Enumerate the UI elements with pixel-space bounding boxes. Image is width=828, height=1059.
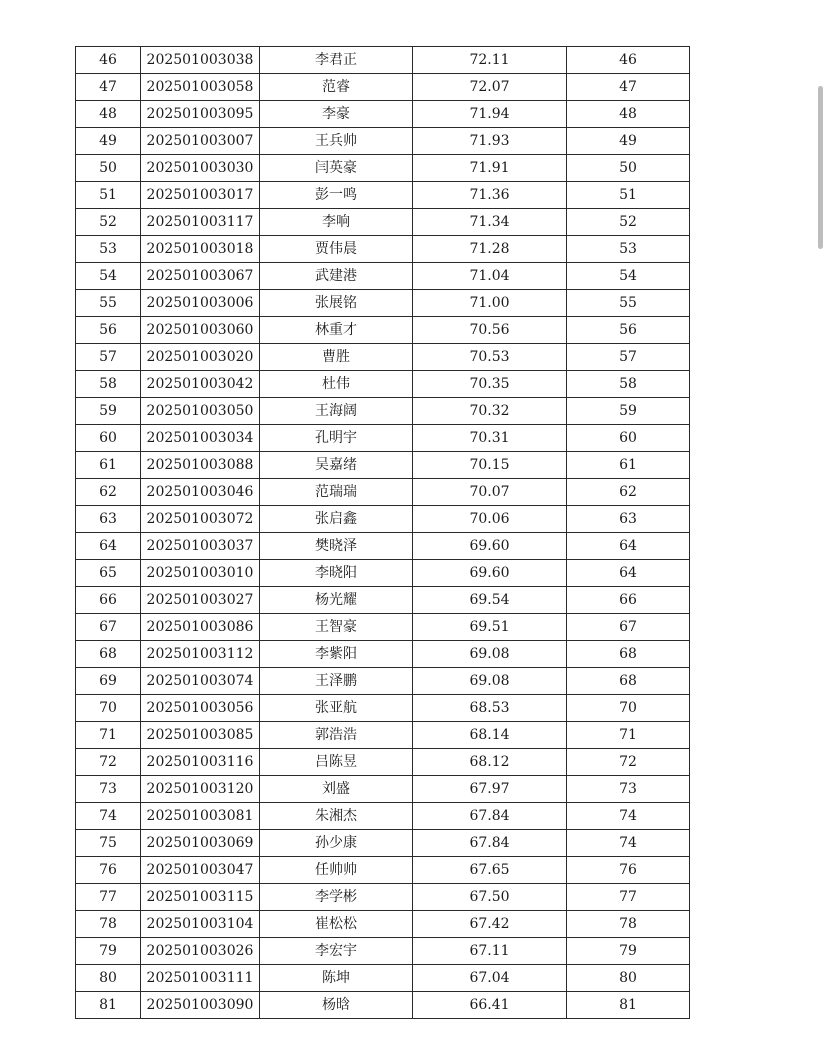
table-row bbox=[76, 749, 690, 776]
cell-rank: 52 bbox=[567, 209, 690, 236]
cell-rank: 51 bbox=[567, 182, 690, 209]
cell-serial-number: 78 bbox=[76, 911, 141, 938]
cell-exam-id: 202501003067 bbox=[141, 263, 260, 290]
cell-score: 71.36 bbox=[413, 182, 567, 209]
cell-name: 孙少康 bbox=[260, 830, 413, 857]
cell-exam-id: 202501003007 bbox=[141, 128, 260, 155]
cell-exam-id: 202501003034 bbox=[141, 425, 260, 452]
cell-exam-id: 202501003027 bbox=[141, 587, 260, 614]
cell-exam-id: 202501003037 bbox=[141, 533, 260, 560]
table-row bbox=[76, 830, 690, 857]
cell-score: 71.28 bbox=[413, 236, 567, 263]
cell-score: 69.08 bbox=[413, 668, 567, 695]
cell-serial-number: 62 bbox=[76, 479, 141, 506]
cell-rank: 71 bbox=[567, 722, 690, 749]
table-row bbox=[76, 668, 690, 695]
cell-name: 王海阔 bbox=[260, 398, 413, 425]
cell-serial-number: 73 bbox=[76, 776, 141, 803]
cell-score: 72.07 bbox=[413, 74, 567, 101]
table-row bbox=[76, 884, 690, 911]
cell-rank: 59 bbox=[567, 398, 690, 425]
cell-score: 70.56 bbox=[413, 317, 567, 344]
cell-serial-number: 56 bbox=[76, 317, 141, 344]
cell-serial-number: 50 bbox=[76, 155, 141, 182]
cell-score: 72.11 bbox=[413, 47, 567, 74]
cell-name: 陈坤 bbox=[260, 965, 413, 992]
cell-exam-id: 202501003058 bbox=[141, 74, 260, 101]
cell-score: 71.04 bbox=[413, 263, 567, 290]
cell-exam-id: 202501003030 bbox=[141, 155, 260, 182]
cell-exam-id: 202501003017 bbox=[141, 182, 260, 209]
cell-score: 69.54 bbox=[413, 587, 567, 614]
cell-name: 王兵帅 bbox=[260, 128, 413, 155]
cell-serial-number: 81 bbox=[76, 992, 141, 1019]
cell-serial-number: 69 bbox=[76, 668, 141, 695]
cell-exam-id: 202501003010 bbox=[141, 560, 260, 587]
cell-exam-id: 202501003115 bbox=[141, 884, 260, 911]
cell-score: 71.00 bbox=[413, 290, 567, 317]
cell-score: 70.06 bbox=[413, 506, 567, 533]
table-row bbox=[76, 344, 690, 371]
cell-exam-id: 202501003047 bbox=[141, 857, 260, 884]
cell-serial-number: 52 bbox=[76, 209, 141, 236]
table-row bbox=[76, 155, 690, 182]
cell-rank: 50 bbox=[567, 155, 690, 182]
cell-name: 杨晗 bbox=[260, 992, 413, 1019]
cell-name: 张展铭 bbox=[260, 290, 413, 317]
table-row bbox=[76, 614, 690, 641]
table-row bbox=[76, 209, 690, 236]
cell-rank: 58 bbox=[567, 371, 690, 398]
cell-exam-id: 202501003072 bbox=[141, 506, 260, 533]
cell-rank: 79 bbox=[567, 938, 690, 965]
cell-score: 71.93 bbox=[413, 128, 567, 155]
table-row bbox=[76, 263, 690, 290]
table-row bbox=[76, 101, 690, 128]
cell-score: 67.84 bbox=[413, 830, 567, 857]
cell-serial-number: 68 bbox=[76, 641, 141, 668]
cell-score: 70.53 bbox=[413, 344, 567, 371]
table-row bbox=[76, 128, 690, 155]
table-row bbox=[76, 857, 690, 884]
cell-serial-number: 51 bbox=[76, 182, 141, 209]
cell-score: 68.12 bbox=[413, 749, 567, 776]
cell-exam-id: 202501003090 bbox=[141, 992, 260, 1019]
cell-serial-number: 60 bbox=[76, 425, 141, 452]
cell-serial-number: 70 bbox=[76, 695, 141, 722]
cell-rank: 60 bbox=[567, 425, 690, 452]
cell-name: 闫英豪 bbox=[260, 155, 413, 182]
scrollbar-thumb[interactable] bbox=[818, 86, 823, 249]
cell-name: 樊晓泽 bbox=[260, 533, 413, 560]
table-row bbox=[76, 506, 690, 533]
cell-exam-id: 202501003060 bbox=[141, 317, 260, 344]
cell-exam-id: 202501003095 bbox=[141, 101, 260, 128]
cell-rank: 62 bbox=[567, 479, 690, 506]
cell-score: 71.91 bbox=[413, 155, 567, 182]
cell-serial-number: 63 bbox=[76, 506, 141, 533]
cell-serial-number: 75 bbox=[76, 830, 141, 857]
cell-score: 69.60 bbox=[413, 533, 567, 560]
cell-name: 吴嘉绪 bbox=[260, 452, 413, 479]
table-row bbox=[76, 938, 690, 965]
cell-rank: 63 bbox=[567, 506, 690, 533]
cell-name: 王智豪 bbox=[260, 614, 413, 641]
cell-name: 王泽鹏 bbox=[260, 668, 413, 695]
cell-rank: 68 bbox=[567, 668, 690, 695]
cell-exam-id: 202501003069 bbox=[141, 830, 260, 857]
cell-rank: 76 bbox=[567, 857, 690, 884]
cell-exam-id: 202501003116 bbox=[141, 749, 260, 776]
cell-serial-number: 58 bbox=[76, 371, 141, 398]
cell-rank: 73 bbox=[567, 776, 690, 803]
cell-serial-number: 47 bbox=[76, 74, 141, 101]
table-row bbox=[76, 641, 690, 668]
cell-exam-id: 202501003056 bbox=[141, 695, 260, 722]
cell-serial-number: 64 bbox=[76, 533, 141, 560]
cell-rank: 80 bbox=[567, 965, 690, 992]
table-row bbox=[76, 560, 690, 587]
cell-name: 任帅帅 bbox=[260, 857, 413, 884]
cell-name: 杨光耀 bbox=[260, 587, 413, 614]
cell-name: 林重才 bbox=[260, 317, 413, 344]
cell-name: 武建港 bbox=[260, 263, 413, 290]
cell-score: 71.34 bbox=[413, 209, 567, 236]
table-row bbox=[76, 74, 690, 101]
table-row bbox=[76, 992, 690, 1019]
cell-serial-number: 71 bbox=[76, 722, 141, 749]
cell-score: 68.14 bbox=[413, 722, 567, 749]
cell-rank: 56 bbox=[567, 317, 690, 344]
table-row bbox=[76, 398, 690, 425]
cell-serial-number: 59 bbox=[76, 398, 141, 425]
table-row bbox=[76, 803, 690, 830]
cell-score: 69.60 bbox=[413, 560, 567, 587]
cell-exam-id: 202501003081 bbox=[141, 803, 260, 830]
cell-exam-id: 202501003088 bbox=[141, 452, 260, 479]
cell-score: 67.04 bbox=[413, 965, 567, 992]
table-row bbox=[76, 371, 690, 398]
cell-exam-id: 202501003112 bbox=[141, 641, 260, 668]
cell-serial-number: 76 bbox=[76, 857, 141, 884]
cell-name: 杜伟 bbox=[260, 371, 413, 398]
cell-rank: 81 bbox=[567, 992, 690, 1019]
cell-exam-id: 202501003111 bbox=[141, 965, 260, 992]
cell-name: 李宏宇 bbox=[260, 938, 413, 965]
cell-score: 69.08 bbox=[413, 641, 567, 668]
cell-name: 李晓阳 bbox=[260, 560, 413, 587]
cell-name: 朱湘杰 bbox=[260, 803, 413, 830]
cell-exam-id: 202501003086 bbox=[141, 614, 260, 641]
cell-score: 70.15 bbox=[413, 452, 567, 479]
cell-name: 崔松松 bbox=[260, 911, 413, 938]
cell-rank: 70 bbox=[567, 695, 690, 722]
table-row bbox=[76, 965, 690, 992]
cell-exam-id: 202501003104 bbox=[141, 911, 260, 938]
cell-score: 66.41 bbox=[413, 992, 567, 1019]
table-row bbox=[76, 533, 690, 560]
cell-name: 范睿 bbox=[260, 74, 413, 101]
cell-rank: 47 bbox=[567, 74, 690, 101]
cell-serial-number: 65 bbox=[76, 560, 141, 587]
cell-score: 71.94 bbox=[413, 101, 567, 128]
cell-exam-id: 202501003085 bbox=[141, 722, 260, 749]
cell-rank: 77 bbox=[567, 884, 690, 911]
cell-rank: 68 bbox=[567, 641, 690, 668]
cell-exam-id: 202501003020 bbox=[141, 344, 260, 371]
cell-score: 67.65 bbox=[413, 857, 567, 884]
cell-score: 67.50 bbox=[413, 884, 567, 911]
cell-name: 李君正 bbox=[260, 47, 413, 74]
cell-name: 曹胜 bbox=[260, 344, 413, 371]
cell-rank: 55 bbox=[567, 290, 690, 317]
cell-score: 67.42 bbox=[413, 911, 567, 938]
cell-exam-id: 202501003026 bbox=[141, 938, 260, 965]
cell-rank: 53 bbox=[567, 236, 690, 263]
cell-rank: 64 bbox=[567, 560, 690, 587]
table-row bbox=[76, 695, 690, 722]
cell-rank: 66 bbox=[567, 587, 690, 614]
cell-score: 69.51 bbox=[413, 614, 567, 641]
table-row bbox=[76, 776, 690, 803]
cell-name: 彭一鸣 bbox=[260, 182, 413, 209]
cell-name: 刘盛 bbox=[260, 776, 413, 803]
cell-serial-number: 55 bbox=[76, 290, 141, 317]
cell-exam-id: 202501003117 bbox=[141, 209, 260, 236]
cell-exam-id: 202501003046 bbox=[141, 479, 260, 506]
cell-rank: 57 bbox=[567, 344, 690, 371]
table-row bbox=[76, 587, 690, 614]
cell-exam-id: 202501003018 bbox=[141, 236, 260, 263]
cell-exam-id: 202501003120 bbox=[141, 776, 260, 803]
table-row bbox=[76, 722, 690, 749]
cell-name: 李学彬 bbox=[260, 884, 413, 911]
cell-score: 70.35 bbox=[413, 371, 567, 398]
cell-serial-number: 72 bbox=[76, 749, 141, 776]
cell-exam-id: 202501003038 bbox=[141, 47, 260, 74]
cell-serial-number: 74 bbox=[76, 803, 141, 830]
cell-score: 67.84 bbox=[413, 803, 567, 830]
table-row bbox=[76, 317, 690, 344]
cell-name: 郭浩浩 bbox=[260, 722, 413, 749]
cell-score: 70.32 bbox=[413, 398, 567, 425]
cell-exam-id: 202501003074 bbox=[141, 668, 260, 695]
cell-rank: 67 bbox=[567, 614, 690, 641]
table-row bbox=[76, 479, 690, 506]
table-row bbox=[76, 911, 690, 938]
cell-exam-id: 202501003006 bbox=[141, 290, 260, 317]
table-row bbox=[76, 182, 690, 209]
cell-serial-number: 53 bbox=[76, 236, 141, 263]
cell-rank: 61 bbox=[567, 452, 690, 479]
cell-serial-number: 66 bbox=[76, 587, 141, 614]
cell-rank: 54 bbox=[567, 263, 690, 290]
cell-name: 吕陈昱 bbox=[260, 749, 413, 776]
cell-name: 范瑞瑞 bbox=[260, 479, 413, 506]
cell-rank: 46 bbox=[567, 47, 690, 74]
cell-exam-id: 202501003042 bbox=[141, 371, 260, 398]
cell-serial-number: 61 bbox=[76, 452, 141, 479]
cell-rank: 78 bbox=[567, 911, 690, 938]
cell-serial-number: 77 bbox=[76, 884, 141, 911]
cell-score: 67.97 bbox=[413, 776, 567, 803]
cell-serial-number: 48 bbox=[76, 101, 141, 128]
cell-name: 孔明宇 bbox=[260, 425, 413, 452]
table-row bbox=[76, 290, 690, 317]
table-row bbox=[76, 236, 690, 263]
cell-rank: 74 bbox=[567, 803, 690, 830]
cell-rank: 48 bbox=[567, 101, 690, 128]
table-row bbox=[76, 452, 690, 479]
cell-serial-number: 80 bbox=[76, 965, 141, 992]
cell-serial-number: 49 bbox=[76, 128, 141, 155]
cell-name: 李豪 bbox=[260, 101, 413, 128]
cell-name: 贾伟晨 bbox=[260, 236, 413, 263]
cell-name: 张亚航 bbox=[260, 695, 413, 722]
cell-rank: 49 bbox=[567, 128, 690, 155]
cell-score: 70.07 bbox=[413, 479, 567, 506]
score-table-body bbox=[76, 47, 690, 1019]
score-table bbox=[75, 46, 690, 1019]
cell-serial-number: 46 bbox=[76, 47, 141, 74]
cell-name: 李紫阳 bbox=[260, 641, 413, 668]
cell-rank: 64 bbox=[567, 533, 690, 560]
cell-exam-id: 202501003050 bbox=[141, 398, 260, 425]
cell-score: 70.31 bbox=[413, 425, 567, 452]
cell-rank: 74 bbox=[567, 830, 690, 857]
cell-serial-number: 57 bbox=[76, 344, 141, 371]
cell-name: 张启鑫 bbox=[260, 506, 413, 533]
cell-serial-number: 54 bbox=[76, 263, 141, 290]
cell-score: 68.53 bbox=[413, 695, 567, 722]
table-row bbox=[76, 47, 690, 74]
cell-score: 67.11 bbox=[413, 938, 567, 965]
cell-rank: 72 bbox=[567, 749, 690, 776]
cell-serial-number: 67 bbox=[76, 614, 141, 641]
table-row bbox=[76, 425, 690, 452]
cell-serial-number: 79 bbox=[76, 938, 141, 965]
cell-name: 李响 bbox=[260, 209, 413, 236]
